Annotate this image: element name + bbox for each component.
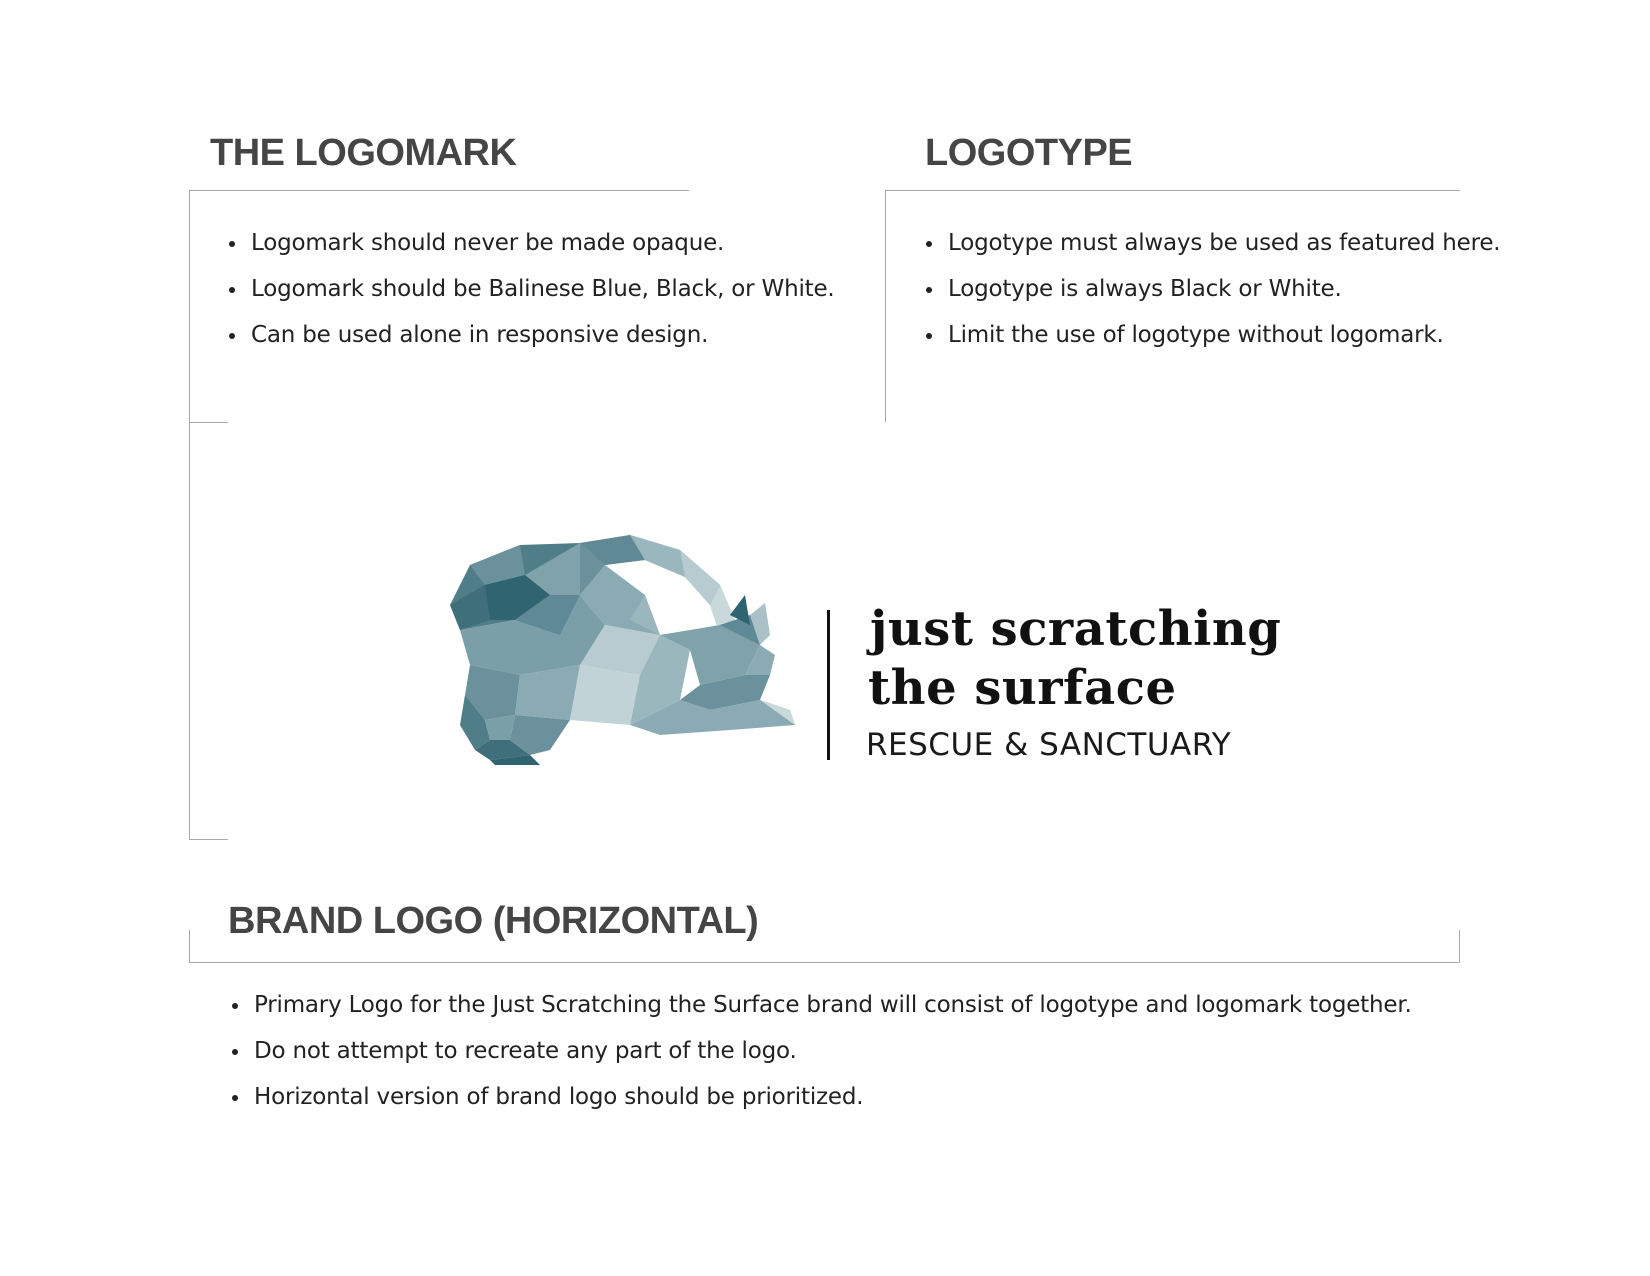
brand-bullet-list <box>228 990 1412 1128</box>
logotype-tagline: RESCUE & SANCTUARY <box>866 727 1232 763</box>
logotype-line1: just scratching <box>870 601 1282 657</box>
bullet-dot-icon <box>229 333 235 339</box>
list-item: Logotype is always Black or White. <box>922 274 1500 304</box>
brand-logo-heading: BRAND LOGO (HORIZONTAL) <box>228 900 759 942</box>
bullet-dot-icon <box>232 1095 238 1101</box>
list-item: Can be used alone in responsive design. <box>225 320 835 350</box>
logomark-heading: THE LOGOMARK <box>210 132 517 174</box>
logotype-bullet-list <box>922 228 1500 366</box>
logomark-mid-tick <box>189 422 228 423</box>
list-item: Horizontal version of brand logo should be prioritized. <box>228 1082 1412 1112</box>
list-item: Limit the use of logotype without logomark. <box>922 320 1500 350</box>
logotype-line2: the surface <box>868 660 1177 716</box>
bullet-dot-icon <box>232 1049 238 1055</box>
list-item: Do not attempt to recreate any part of the logo. <box>228 1036 1412 1066</box>
logomark-bullet-list <box>225 228 835 366</box>
bullet-dot-icon <box>926 241 932 247</box>
brand-left-tick <box>189 930 190 963</box>
list-item: Logotype must always be used as featured here. <box>922 228 1500 258</box>
bullet-dot-icon <box>232 1003 238 1009</box>
bullet-dot-icon <box>926 287 932 293</box>
brand-bottom-rule <box>189 962 1460 963</box>
list-item: Logomark should be Balinese Blue, Black, or White. <box>225 274 835 304</box>
polygon-cat-icon <box>430 525 800 770</box>
logomark-bottom-tick <box>189 839 228 840</box>
bullet-dot-icon <box>229 241 235 247</box>
logotype-top-rule <box>885 190 1460 191</box>
bullet-dot-icon <box>229 287 235 293</box>
logotype-heading: LOGOTYPE <box>925 132 1133 174</box>
brand-right-tick <box>1459 930 1460 963</box>
list-item: Logomark should never be made opaque. <box>225 228 835 258</box>
logo-divider <box>827 610 830 760</box>
list-item: Primary Logo for the Just Scratching the Surface brand will consist of logotype and logomark together. <box>228 990 1412 1020</box>
logomark-top-rule <box>189 190 689 191</box>
logotype-left-rule <box>885 190 886 422</box>
logomark-left-rule <box>189 190 190 840</box>
bullet-dot-icon <box>926 333 932 339</box>
